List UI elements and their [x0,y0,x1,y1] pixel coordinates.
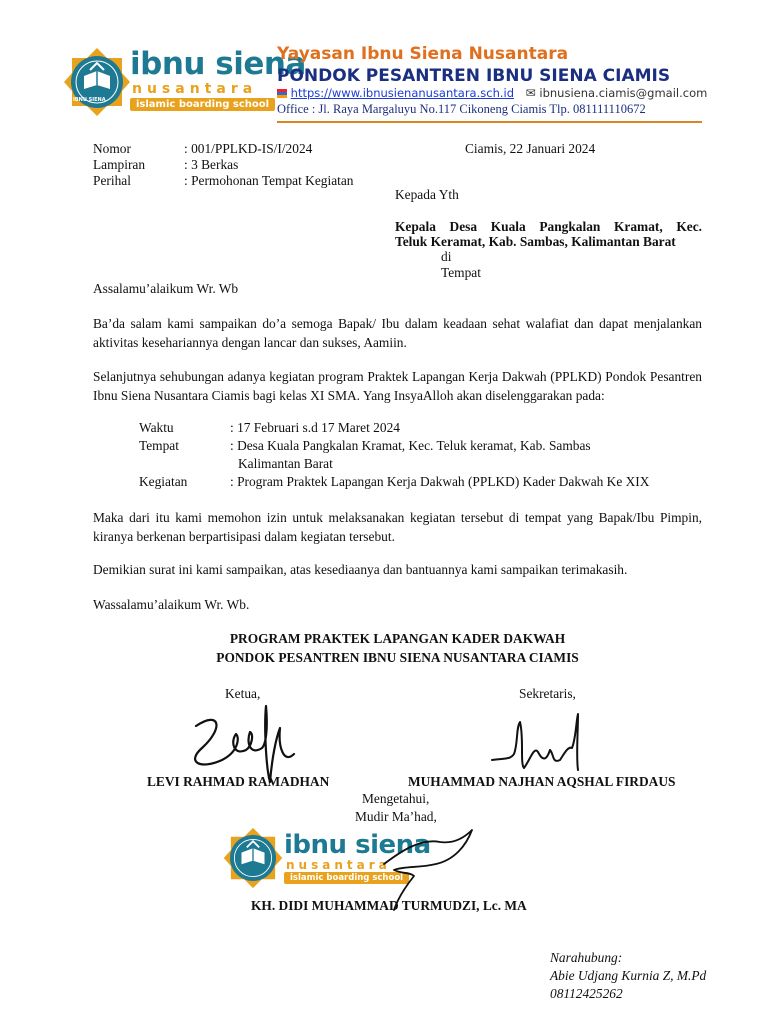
nomor-label: Nomor [93,141,131,156]
stamp-tagline: islamic boarding school [284,872,409,884]
sekretaris-title: Sekretaris, [519,686,576,701]
recipient-kepada: Kepada Yth [395,187,459,202]
stamp-wordmark: ibnu siena [284,830,431,860]
mudir-name: KH. DIDI MUHAMMAD TURMUDZI, Lc. MA [251,898,527,913]
perihal-value: : Permohonan Tempat Kegiatan [184,173,354,188]
waktu-label: Waktu [139,420,174,435]
recipient-line-2: Teluk Keramat, Kab. Sambas, Kalimantan Barat [395,234,676,249]
nomor-value: : 001/PPLKD-IS/I/2024 [184,141,313,156]
tempat-value-2: Kalimantan Barat [238,456,333,471]
paragraph-3: Maka dari itu kami memohon izin untuk melaksanakan kegiatan tersebut di tempat yang Bapak/Ibu Pimpin, kiranya berkenan berpartisipasi dalam kegiatan tersebut. [93,510,702,544]
email-icon: ✉ [525,86,536,100]
place-date: Ciamis, 22 Januari 2024 [465,141,596,156]
contact-phone: 08112425262 [550,986,623,1001]
mudir-title: Mudir Ma’had, [355,809,437,824]
paragraph-4: Demikian surat ini kami sampaikan, atas kesediaanya dan bantuannya kami sampaikan terimakasih. [93,562,628,577]
ketua-title: Ketua, [225,686,261,701]
lampiran-label: Lampiran [93,157,146,172]
stamp-emblem-icon [222,826,284,890]
header-rule [277,121,702,123]
school-name: PONDOK PESANTREN IBNU SIENA CIAMIS [277,66,671,86]
perihal-label: Perihal [93,173,131,188]
email-address: ibnusiena.ciamis@gmail.com [539,86,708,100]
salutation: Assalamu’alaikum Wr. Wb [93,281,239,296]
logo-tagline: islamic boarding school [130,98,275,111]
website-link[interactable]: https://www.ibnusienanusantara.sch.id [290,86,515,100]
contact-label: Narahubung: [550,950,623,965]
kegiatan-value: : Program Praktek Lapangan Kerja Dakwah (PPLKD) Kader Dakwah Ke XIX [230,474,650,489]
recipient-tempat: Tempat [441,265,481,280]
tempat-value-1: : Desa Kuala Pangkalan Kramat, Kec. Teluk keramat, Kab. Sambas [230,438,591,453]
contact-line [277,86,707,100]
tempat-label: Tempat [139,438,179,453]
program-title-2: PONDOK PESANTREN IBNU SIENA NUSANTARA CIAMIS [216,650,579,665]
logo-subtitle: nusantara [132,81,258,97]
stamp-subtitle: nusantara [286,858,391,872]
logo-badge-text: IBNU SIENA [73,97,106,103]
recipient-di: di [441,249,452,264]
logo-wordmark: ibnu siena [130,46,306,82]
website-icon [277,89,287,98]
kegiatan-label: Kegiatan [139,474,188,489]
paragraph-1: Ba’da salam kami sampaikan do’a semoga Bapak/ Ibu dalam keadaan sehat walafiat dan dapat menjalankan aktivitas kesehariannya dengan lancar dan sukses, Aamiin. [93,316,702,350]
office-address: Office : Jl. Raya Margaluyu No.117 Cikoneng Ciamis Tlp. 081111110672 [277,102,646,116]
contact-name: Abie Udjang Kurnia Z, M.Pd [550,968,707,983]
closing: Wassalamu’alaikum Wr. Wb. [93,597,250,612]
letterhead-logo [62,46,306,118]
logo-emblem-icon [62,46,132,118]
foundation-name: Yayasan Ibnu Siena Nusantara [277,44,569,64]
waktu-value: : 17 Februari s.d 17 Maret 2024 [230,420,400,435]
lampiran-value: : 3 Berkas [184,157,239,172]
program-title-1: PROGRAM PRAKTEK LAPANGAN KADER DAKWAH [229,631,566,646]
mengetahui-label: Mengetahui, [362,791,430,806]
paragraph-2: Selanjutnya sehubungan adanya kegiatan program Praktek Lapangan Kerja Dakwah (PPLKD) Pondok Pesantren Ibnu Siena Nusantara Ciamis bagi kelas XI SMA. Yang InsyaAlloh akan diselenggarakan pada: [93,369,702,403]
ketua-name: LEVI RAHMAD RAMADHAN [147,774,330,789]
sekretaris-name: MUHAMMAD NAJHAN AQSHAL FIRDAUS [408,774,676,789]
recipient-line-1: Kepala Desa Kuala Pangkalan Kramat, Kec. [395,219,702,234]
